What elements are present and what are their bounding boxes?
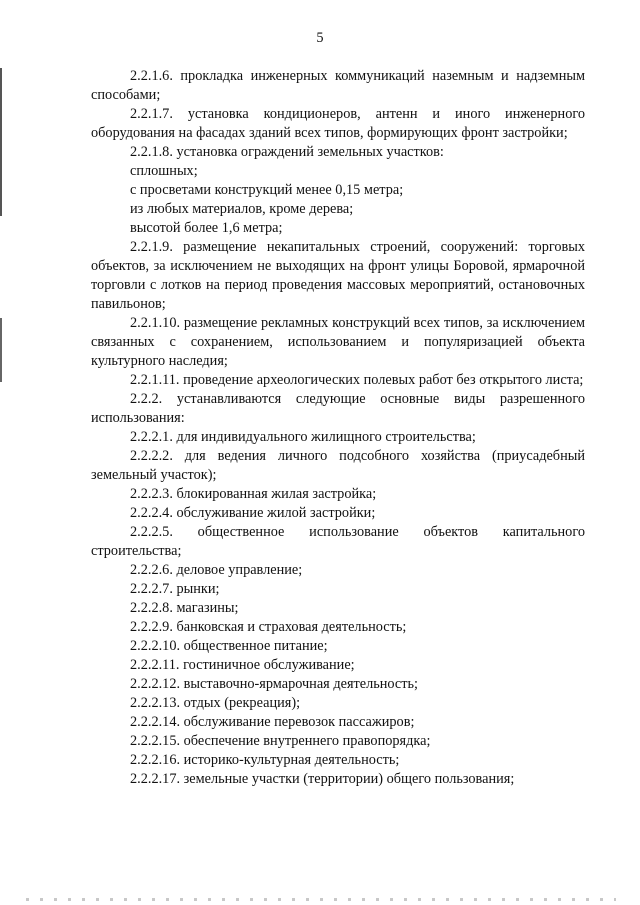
document-body: [91, 67, 585, 789]
paragraph-2-2-2: 2.2.2. устанавливаются следующие основные виды разрешенного использования:: [91, 391, 585, 426]
paragraph-2-2-1-8: 2.2.1.8. установка ограждений земельных участков:: [130, 144, 444, 160]
list-item-2-2-2-9: 2.2.2.9. банковская и страховая деятельность;: [130, 619, 407, 635]
paragraph-2-2-1-10: 2.2.1.10. размещение рекламных конструкций всех типов, за исключением связанных с сохранением, использованием и популяризацией объекта культурного наследия;: [91, 315, 585, 369]
list-item-2-2-2-16: 2.2.2.16. историко-культурная деятельность;: [130, 752, 400, 768]
list-item-2-2-2-7: 2.2.2.7. рынки;: [130, 581, 220, 597]
list-item-fence-height: высотой более 1,6 метра;: [130, 220, 283, 236]
list-item-2-2-2-8: 2.2.2.8. магазины;: [130, 600, 239, 616]
page-number: 5: [316, 30, 324, 46]
scan-edge-mark: [0, 318, 2, 382]
paragraph-2-2-1-11: 2.2.1.11. проведение археологических полевых работ без открытого листа;: [130, 372, 584, 388]
list-item-2-2-2-17: 2.2.2.17. земельные участки (территории) общего пользования;: [130, 771, 515, 787]
paragraph-2-2-1-7: 2.2.1.7. установка кондиционеров, антенн и иного инженерного оборудования на фасадах зданий всех типов, формирующих фронт застройки;: [91, 106, 585, 141]
list-item-2-2-2-4: 2.2.2.4. обслуживание жилой застройки;: [130, 505, 376, 521]
list-item-2-2-2-11: 2.2.2.11. гостиничное обслуживание;: [130, 657, 355, 673]
list-item-2-2-2-6: 2.2.2.6. деловое управление;: [130, 562, 303, 578]
list-item-fence-gaps: с просветами конструкций менее 0,15 метра;: [130, 182, 404, 198]
list-item-2-2-2-14: 2.2.2.14. обслуживание перевозок пассажиров;: [130, 714, 415, 730]
list-item-fence-materials: из любых материалов, кроме дерева;: [130, 201, 354, 217]
list-item-2-2-2-13: 2.2.2.13. отдых (рекреация);: [130, 695, 301, 711]
scan-bottom-edge: [26, 898, 616, 901]
list-item-2-2-2-12: 2.2.2.12. выставочно-ярмарочная деятельность;: [130, 676, 419, 692]
list-item-2-2-2-1: 2.2.2.1. для индивидуального жилищного строительства;: [130, 429, 476, 445]
paragraph-2-2-1-9: 2.2.1.9. размещение некапитальных строений, сооружений: торговых объектов, за исключением не выходящих на фронт улицы Боровой, ярмарочной торговли с лотков на период проведения массовых мероприятий, остановочных павильонов;: [91, 239, 585, 312]
list-item-2-2-2-10: 2.2.2.10. общественное питание;: [130, 638, 328, 654]
list-item-2-2-2-2: 2.2.2.2. для ведения личного подсобного хозяйства (приусадебный земельный участок);: [91, 448, 585, 483]
list-item-2-2-2-5: 2.2.2.5. общественное использование объектов капитального строительства;: [91, 524, 585, 559]
list-item-2-2-2-15: 2.2.2.15. обеспечение внутреннего правопорядка;: [130, 733, 431, 749]
paragraph-2-2-1-6: 2.2.1.6. прокладка инженерных коммуникаций наземным и надземным способами;: [91, 68, 585, 103]
scan-edge-mark: [0, 68, 2, 216]
list-item-2-2-2-3: 2.2.2.3. блокированная жилая застройка;: [130, 486, 377, 502]
list-item-fence-solid: сплошных;: [130, 163, 198, 179]
